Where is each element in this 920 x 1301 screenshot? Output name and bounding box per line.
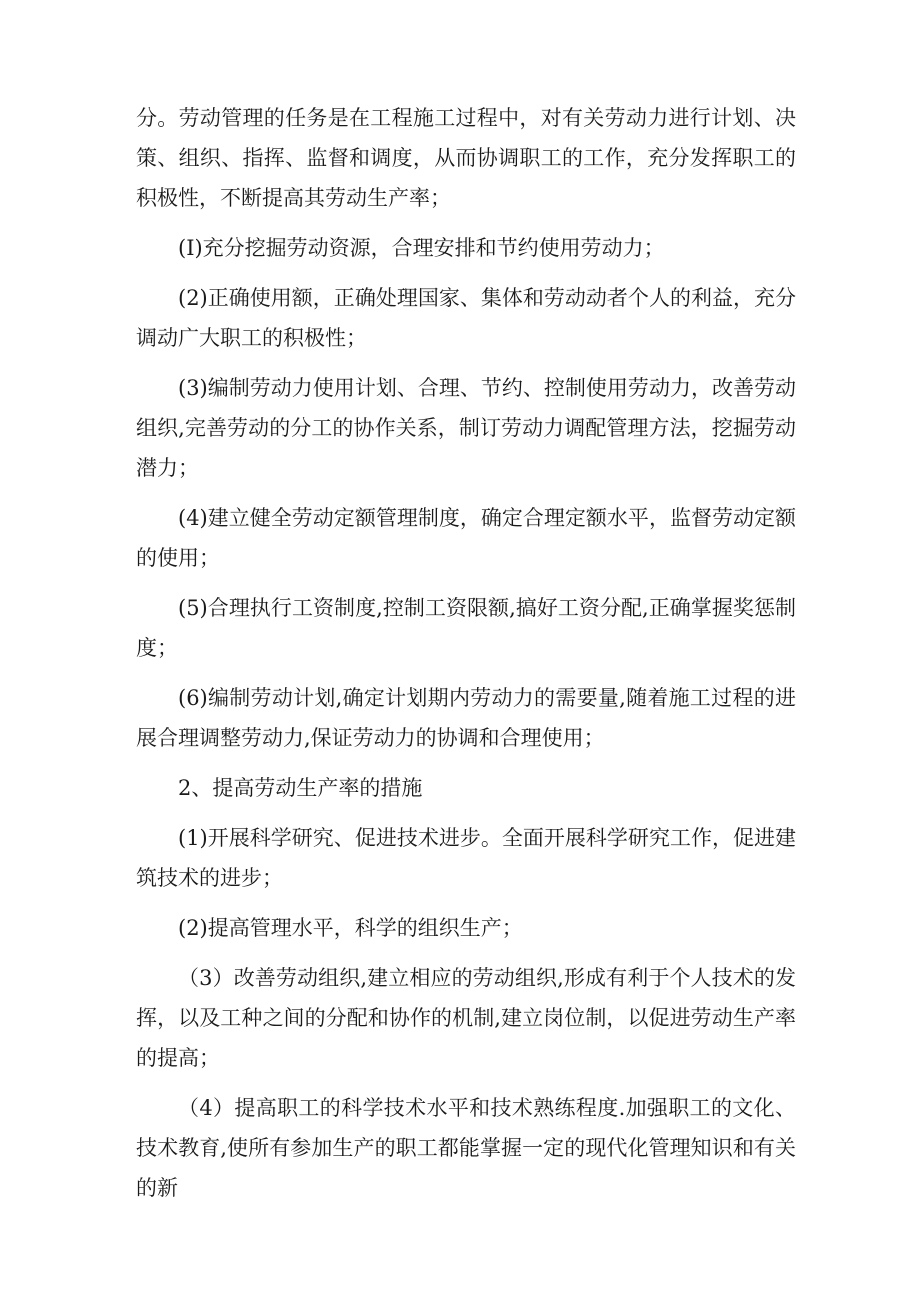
paragraph-item-3: (3)编制劳动力使用计划、合理、节约、控制使用劳动力，改善劳动组织,完善劳动的分工的协作关系，制订劳动力调配管理方法，挖掘劳动潜力； xyxy=(136,376,796,480)
paragraph-item-1: (I)充分挖掘劳动资源，合理安排和节约使用劳动力； xyxy=(178,236,665,260)
paragraph-item-6: (6)编制劳动计划,确定计划期内劳动力的需要量,随着施工过程的进展合理调整劳动力,保证劳动力的协调和合理使用； xyxy=(136,686,796,750)
paragraph-item-5: (5)合理执行工资制度,控制工资限额,搞好工资分配,正确掌握奖惩制度； xyxy=(136,596,796,660)
paragraph-labor-management-tasks: 分。劳动管理的任务是在工程施工过程中，对有关劳动力进行计划、决策、组织、指挥、监督和调度，从而协调职工的工作，充分发挥职工的积极性，不断提高其劳动生产率； xyxy=(136,106,796,210)
paragraph-measure-3: （3）改善劳动组织,建立相应的劳动组织,形成有利于个人技术的发挥，以及工种之间的分配和协作的机制,建立岗位制，以促进劳动生产率的提高； xyxy=(136,966,796,1070)
paragraph-measure-1: (1)开展科学研究、促进技术进步。全面开展科学研究工作，促进建筑技术的进步； xyxy=(136,826,796,890)
paragraph-item-2: (2)正确使用额，正确处理国家、集体和劳动动者个人的利益，充分调动广大职工的积极性； xyxy=(136,286,796,350)
paragraph-measure-4: （4）提高职工的科学技术水平和技术熟练程度.加强职工的文化、技术教育,使所有参加生产的职工都能掌握一定的现代化管理知识和有关的新 xyxy=(136,1096,796,1200)
paragraph-item-4: (4)建立健全劳动定额管理制度，确定合理定额水平，监督劳动定额的使用； xyxy=(136,506,796,570)
document-body xyxy=(136,98,796,1218)
section-heading-productivity-measures: 2、提高劳动生产率的措施 xyxy=(178,776,423,800)
paragraph-measure-2: (2)提高管理水平，科学的组织生产； xyxy=(178,916,523,940)
